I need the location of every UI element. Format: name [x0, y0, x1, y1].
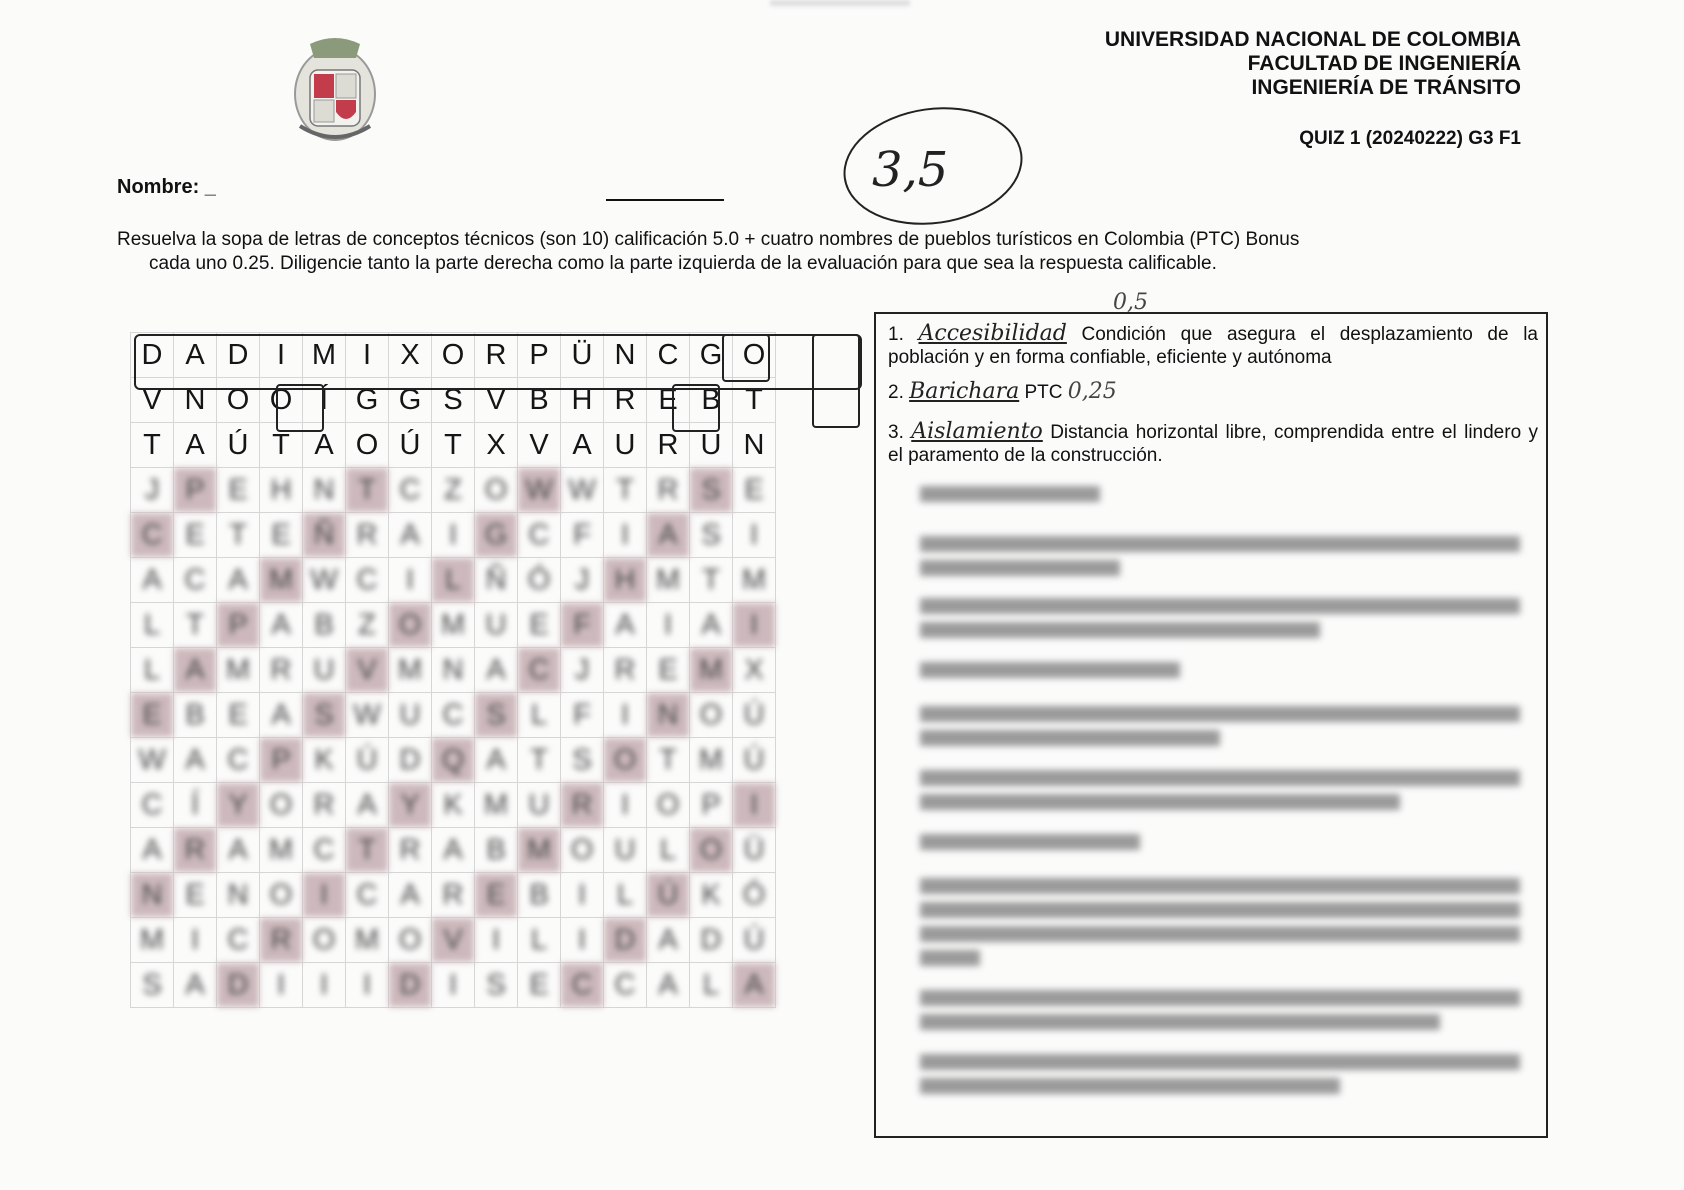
- grid-cell: K: [303, 738, 346, 783]
- grid-cell: I: [260, 333, 303, 378]
- grid-cell: A: [303, 423, 346, 468]
- grid-cell: E: [260, 513, 303, 558]
- grid-cell: A: [174, 738, 217, 783]
- grid-cell: I: [174, 918, 217, 963]
- grid-cell: R: [647, 423, 690, 468]
- grid-cell: R: [604, 648, 647, 693]
- grid-cell: Ó: [733, 873, 776, 918]
- grid-cell: T: [690, 558, 733, 603]
- grid-cell: S: [561, 738, 604, 783]
- grid-cell: E: [647, 378, 690, 423]
- name-label: Nombre: _: [117, 176, 216, 198]
- grid-cell: I: [389, 558, 432, 603]
- grid-cell: E: [518, 963, 561, 1008]
- grid-cell: A: [217, 558, 260, 603]
- grid-cell: X: [733, 648, 776, 693]
- grid-row: [131, 783, 776, 828]
- grid-cell: L: [131, 648, 174, 693]
- grid-cell: A: [174, 648, 217, 693]
- grid-cell: G: [346, 378, 389, 423]
- program-name: INGENIERÍA DE TRÁNSITO: [1251, 76, 1521, 99]
- grid-cell: T: [131, 423, 174, 468]
- grid-cell: B: [518, 873, 561, 918]
- grid-cell: A: [260, 693, 303, 738]
- grid-cell: I: [561, 873, 604, 918]
- grid-cell: M: [518, 828, 561, 873]
- grid-cell: O: [260, 873, 303, 918]
- grid-cell: T: [604, 468, 647, 513]
- grid-cell: A: [389, 873, 432, 918]
- grid-cell: R: [389, 828, 432, 873]
- grid-cell: S: [690, 513, 733, 558]
- grid-cell: M: [690, 738, 733, 783]
- grid-cell: R: [346, 513, 389, 558]
- grid-cell: A: [604, 603, 647, 648]
- grid-cell: C: [346, 558, 389, 603]
- circled-letter-r: [672, 384, 720, 432]
- grid-cell: A: [174, 963, 217, 1008]
- grid-cell: R: [604, 378, 647, 423]
- grid-cell: A: [475, 648, 518, 693]
- university-name: UNIVERSIDAD NACIONAL DE COLOMBIA: [1104, 28, 1521, 51]
- grid-cell: B: [518, 378, 561, 423]
- grid-cell: I: [733, 603, 776, 648]
- grid-cell: O: [260, 783, 303, 828]
- grid-cell: O: [475, 468, 518, 513]
- question-2: [888, 380, 1538, 404]
- grid-cell: A: [260, 603, 303, 648]
- grid-cell: D: [389, 738, 432, 783]
- grid-cell: C: [217, 918, 260, 963]
- quiz-code: QUIZ 1 (20240222) G3 F1: [1299, 128, 1521, 149]
- grid-cell: C: [346, 873, 389, 918]
- grid-cell: N: [733, 423, 776, 468]
- grid-cell: R: [260, 648, 303, 693]
- grid-cell: V: [346, 648, 389, 693]
- grid-cell: Ú: [733, 738, 776, 783]
- grid-cell: B: [174, 693, 217, 738]
- grid-cell: V: [475, 378, 518, 423]
- question-3-number: 3.: [888, 422, 904, 443]
- grid-cell: U: [604, 828, 647, 873]
- grid-cell: M: [346, 918, 389, 963]
- grid-cell: L: [518, 693, 561, 738]
- grid-row: [131, 963, 776, 1008]
- grid-cell: P: [260, 738, 303, 783]
- grid-cell: A: [561, 423, 604, 468]
- grid-cell: T: [217, 513, 260, 558]
- grid-cell: C: [131, 513, 174, 558]
- grid-cell: Í: [174, 783, 217, 828]
- grid-cell: J: [561, 558, 604, 603]
- grid-cell: U: [690, 423, 733, 468]
- grid-cell: A: [432, 828, 475, 873]
- grid-cell: Ü: [561, 333, 604, 378]
- grid-cell: A: [174, 423, 217, 468]
- grid-cell: Ú: [389, 423, 432, 468]
- grid-cell: O: [260, 378, 303, 423]
- question-1-answer: Accesibilidad: [918, 321, 1067, 346]
- grid-row: [131, 558, 776, 603]
- grid-cell: L: [690, 963, 733, 1008]
- grid-cell: M: [475, 783, 518, 828]
- grid-cell: O: [604, 738, 647, 783]
- grid-cell: M: [260, 558, 303, 603]
- grid-cell: X: [389, 333, 432, 378]
- grid-cell: A: [389, 513, 432, 558]
- grid-cell: Q: [432, 738, 475, 783]
- grid-cell: C: [174, 558, 217, 603]
- grid-cell: I: [647, 603, 690, 648]
- grid-cell: F: [561, 693, 604, 738]
- grid-row: [131, 603, 776, 648]
- question-1-text: Condición que asegura el desplazamiento de la población y en forma confiable, eficiente y autónoma: [888, 324, 1538, 368]
- grid-cell: A: [346, 783, 389, 828]
- grid-cell: H: [260, 468, 303, 513]
- grid-cell: T: [260, 423, 303, 468]
- grid-row: [131, 693, 776, 738]
- grid-cell: W: [131, 738, 174, 783]
- grid-cell: I: [604, 783, 647, 828]
- grid-cell: M: [260, 828, 303, 873]
- grid-cell: E: [647, 648, 690, 693]
- grid-cell: J: [561, 648, 604, 693]
- grid-cell: I: [604, 693, 647, 738]
- grid-cell: D: [217, 333, 260, 378]
- grid-row: [131, 918, 776, 963]
- grid-cell: W: [346, 693, 389, 738]
- grid-cell: H: [561, 378, 604, 423]
- grid-row: [131, 468, 776, 513]
- grid-cell: V: [432, 918, 475, 963]
- grid-cell: Ü: [733, 828, 776, 873]
- grid-cell: T: [174, 603, 217, 648]
- grid-cell: I: [260, 963, 303, 1008]
- grid-cell: R: [260, 918, 303, 963]
- grid-cell: C: [303, 828, 346, 873]
- grid-cell: U: [475, 603, 518, 648]
- grid-cell: O: [733, 333, 776, 378]
- grid-cell: O: [389, 918, 432, 963]
- grid-cell: O: [647, 783, 690, 828]
- grid-cell: I: [346, 333, 389, 378]
- grid-cell: S: [475, 693, 518, 738]
- grid-cell: S: [303, 693, 346, 738]
- grid-cell: U: [303, 648, 346, 693]
- grid-cell: M: [432, 603, 475, 648]
- grid-cell: R: [475, 333, 518, 378]
- grid-cell: H: [604, 558, 647, 603]
- grid-cell: A: [174, 333, 217, 378]
- grid-cell: R: [303, 783, 346, 828]
- header-block: [1105, 28, 1521, 100]
- grid-cell: R: [432, 873, 475, 918]
- grid-cell: C: [131, 783, 174, 828]
- grid-cell: R: [174, 828, 217, 873]
- grid-cell: G: [475, 513, 518, 558]
- question-3-answer: Aislamiento: [911, 420, 1043, 444]
- grid-cell: C: [561, 963, 604, 1008]
- grid-cell: Ó: [518, 558, 561, 603]
- grid-cell: I: [432, 963, 475, 1008]
- grid-cell: V: [518, 423, 561, 468]
- grid-cell: C: [647, 333, 690, 378]
- grid-cell: Í: [303, 378, 346, 423]
- grid-cell: L: [131, 603, 174, 648]
- grid-cell: V: [131, 378, 174, 423]
- instructions-line-1: Resuelva la sopa de letras de conceptos técnicos (son 10) calificación 5.0 + cuatro nombres de pueblos turísticos en Colombia (PTC) Bonus: [117, 229, 1300, 250]
- grid-cell: C: [432, 693, 475, 738]
- grid-cell: Ñ: [303, 513, 346, 558]
- grid-cell: S: [131, 963, 174, 1008]
- grid-cell: S: [475, 963, 518, 1008]
- grid-cell: E: [174, 513, 217, 558]
- grid-cell: N: [604, 333, 647, 378]
- grid-row: [131, 828, 776, 873]
- grid-cell: A: [217, 828, 260, 873]
- grid-cell: T: [518, 738, 561, 783]
- grid-cell: F: [561, 513, 604, 558]
- question-1-number: 1.: [888, 324, 904, 345]
- grid-cell: P: [518, 333, 561, 378]
- grid-cell: L: [518, 918, 561, 963]
- circled-letter-c: [722, 334, 770, 382]
- grid-cell: T: [346, 468, 389, 513]
- grid-cell: Ú: [647, 873, 690, 918]
- grid-cell: D: [604, 918, 647, 963]
- grid-cell: D: [690, 918, 733, 963]
- grid-cell: I: [303, 873, 346, 918]
- grid-row: [131, 873, 776, 918]
- question-2-mark: 0,25: [1067, 379, 1117, 404]
- grid-cell: A: [475, 738, 518, 783]
- grid-cell: O: [217, 378, 260, 423]
- grid-cell: G: [690, 333, 733, 378]
- grid-cell: Y: [389, 783, 432, 828]
- faint-top-mark: [770, 0, 910, 6]
- university-seal-icon: [290, 36, 380, 152]
- grid-cell: M: [647, 558, 690, 603]
- grid-cell: E: [475, 873, 518, 918]
- question-3-text: Distancia horizontal libre, comprendida entre el lindero y el paramento de la construcción.: [888, 422, 1538, 466]
- grid-cell: Ñ: [475, 558, 518, 603]
- grid-row: [131, 648, 776, 693]
- grid-cell: D: [131, 333, 174, 378]
- grid-row: [131, 738, 776, 783]
- question-1: [888, 322, 1538, 369]
- grid-cell: Ú: [733, 693, 776, 738]
- grid-cell: Z: [346, 603, 389, 648]
- blurred-questions-area: [910, 478, 1540, 1128]
- grid-cell: E: [131, 693, 174, 738]
- grid-cell: E: [174, 873, 217, 918]
- grid-cell: A: [647, 963, 690, 1008]
- grid-cell: A: [690, 603, 733, 648]
- grid-cell: Z: [432, 468, 475, 513]
- grid-cell: E: [733, 468, 776, 513]
- grid-cell: T: [733, 378, 776, 423]
- grid-cell: O: [389, 603, 432, 648]
- grid-cell: U: [389, 693, 432, 738]
- grid-cell: M: [131, 918, 174, 963]
- grid-cell: R: [647, 468, 690, 513]
- grid-cell: I: [432, 513, 475, 558]
- grid-cell: O: [303, 918, 346, 963]
- grid-cell: P: [217, 603, 260, 648]
- grid-cell: W: [561, 468, 604, 513]
- grid-cell: F: [561, 603, 604, 648]
- grid-cell: I: [303, 963, 346, 1008]
- grid-cell: E: [518, 603, 561, 648]
- grid-row: [131, 513, 776, 558]
- grid-cell: A: [733, 963, 776, 1008]
- grid-cell: L: [432, 558, 475, 603]
- grid-cell: C: [518, 513, 561, 558]
- grid-cell: L: [604, 873, 647, 918]
- grid-cell: M: [733, 558, 776, 603]
- grid-cell: K: [690, 873, 733, 918]
- grid-cell: N: [432, 648, 475, 693]
- grid-cell: L: [647, 828, 690, 873]
- grid-cell: S: [690, 468, 733, 513]
- grid-cell: M: [217, 648, 260, 693]
- grid-cell: X: [475, 423, 518, 468]
- grid-cell: A: [647, 918, 690, 963]
- grid-cell: Ú: [217, 423, 260, 468]
- grid-cell: I: [733, 513, 776, 558]
- grid-cell: D: [389, 963, 432, 1008]
- grid-cell: C: [604, 963, 647, 1008]
- circled-letter-o: [276, 384, 324, 432]
- grid-cell: C: [217, 738, 260, 783]
- grid-cell: I: [604, 513, 647, 558]
- grid-cell: N: [131, 873, 174, 918]
- grid-cell: C: [389, 468, 432, 513]
- question-1-mark: 0,5: [1113, 290, 1148, 315]
- grid-cell: O: [690, 693, 733, 738]
- grid-cell: T: [432, 423, 475, 468]
- grid-cell: W: [518, 468, 561, 513]
- question-2-number: 2.: [888, 382, 904, 403]
- grid-cell: I: [561, 918, 604, 963]
- grid-cell: O: [690, 828, 733, 873]
- grid-cell: D: [217, 963, 260, 1008]
- grid-cell: I: [346, 963, 389, 1008]
- grid-cell: E: [217, 468, 260, 513]
- grid-cell: P: [690, 783, 733, 828]
- grid-cell: J: [131, 468, 174, 513]
- grid-cell: M: [303, 333, 346, 378]
- grid-cell: A: [131, 558, 174, 603]
- question-2-answer: Barichara: [909, 379, 1020, 404]
- grid-cell: A: [131, 828, 174, 873]
- grid-cell: S: [432, 378, 475, 423]
- grid-cell: K: [432, 783, 475, 828]
- grid-cell: Y: [217, 783, 260, 828]
- grid-cell: B: [303, 603, 346, 648]
- grid-cell: R: [561, 783, 604, 828]
- grid-cell: P: [174, 468, 217, 513]
- question-3: [888, 420, 1538, 466]
- grid-cell: Ú: [733, 918, 776, 963]
- grid-cell: N: [647, 693, 690, 738]
- grid-cell: N: [174, 378, 217, 423]
- grid-cell: W: [303, 558, 346, 603]
- grid-cell: E: [217, 693, 260, 738]
- name-line: [606, 199, 724, 201]
- grid-cell: G: [389, 378, 432, 423]
- grid-cell: N: [303, 468, 346, 513]
- blurred-text-lines: [910, 478, 1540, 1128]
- grid-cell: M: [389, 648, 432, 693]
- grid-cell: N: [217, 873, 260, 918]
- score-value: 3,5: [872, 142, 949, 198]
- grid-cell: Ú: [346, 738, 389, 783]
- grid-cell: O: [432, 333, 475, 378]
- grid-cell: O: [561, 828, 604, 873]
- question-2-text: PTC: [1024, 382, 1063, 403]
- grid-cell: A: [647, 513, 690, 558]
- word-search-grid: [130, 332, 776, 1008]
- grid-cell: T: [647, 738, 690, 783]
- grid-cell: B: [475, 828, 518, 873]
- circled-letters-col-o: [812, 334, 860, 428]
- instructions-line-2: cada uno 0.25. Diligencie tanto la parte derecha como la parte izquierda de la evaluación para que sea la respuesta calificable.: [149, 253, 1217, 274]
- grid-cell: M: [690, 648, 733, 693]
- grid-cell: I: [475, 918, 518, 963]
- grid-cell: I: [733, 783, 776, 828]
- grid-cell: O: [346, 423, 389, 468]
- grid-cell: U: [518, 783, 561, 828]
- grid-cell: C: [518, 648, 561, 693]
- grid-cell: B: [690, 378, 733, 423]
- grid-cell: T: [346, 828, 389, 873]
- grid-cell: U: [604, 423, 647, 468]
- instructions: [117, 228, 1517, 276]
- faculty-name: FACULTAD DE INGENIERÍA: [1247, 52, 1521, 75]
